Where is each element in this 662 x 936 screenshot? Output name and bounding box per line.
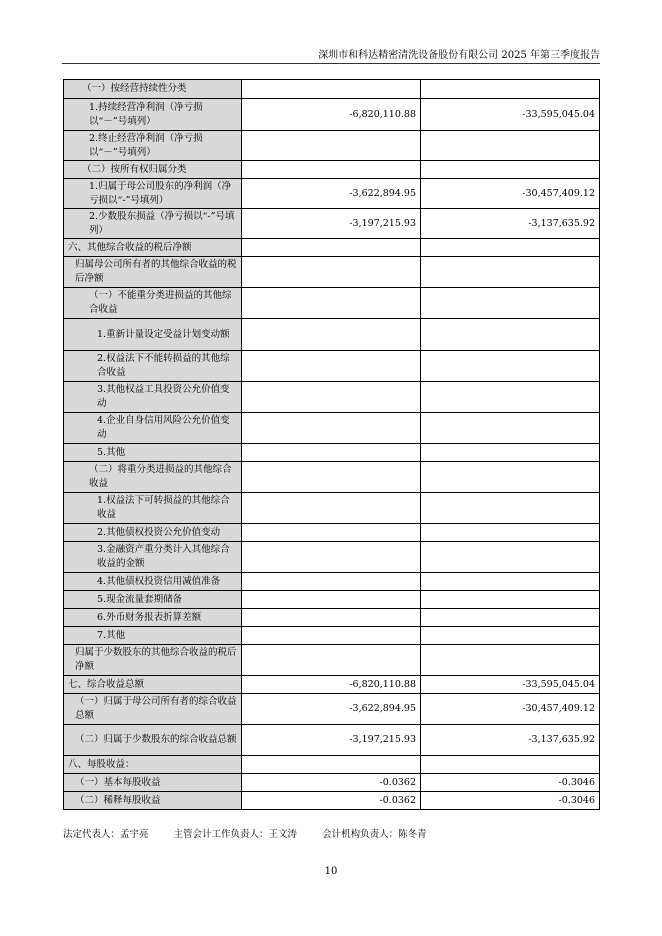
prior-period-value: -0.3046 bbox=[421, 792, 600, 810]
row-label: （二）按所有权归属分类 bbox=[64, 161, 242, 179]
row-label: 六、其他综合收益的税后净额 bbox=[64, 239, 242, 257]
current-period-value bbox=[242, 382, 421, 413]
current-period-value: -3,622,894.95 bbox=[242, 694, 421, 725]
table-row bbox=[64, 239, 600, 257]
row-label: （一）不能重分类进损益的其他综合收益 bbox=[64, 288, 242, 319]
table-row bbox=[64, 99, 600, 131]
table-row bbox=[64, 288, 600, 319]
row-label: 4.其他债权投资信用减值准备 bbox=[64, 573, 242, 591]
prior-period-value bbox=[421, 239, 600, 257]
current-period-value bbox=[242, 645, 421, 676]
row-label: 2.权益法下不能转损益的其他综合收益 bbox=[64, 351, 242, 382]
current-period-value bbox=[242, 462, 421, 493]
row-label: 归属于少数股东的其他综合收益的税后净额 bbox=[64, 645, 242, 676]
current-period-value bbox=[242, 161, 421, 179]
row-label: 1.归属于母公司股东的净利润（净亏损以“-”号填列） bbox=[64, 179, 242, 209]
current-period-value bbox=[242, 288, 421, 319]
row-label: 4.企业自身信用风险公允价值变动 bbox=[64, 413, 242, 444]
table-row bbox=[64, 774, 600, 792]
current-period-value bbox=[242, 573, 421, 591]
table-row bbox=[64, 382, 600, 413]
current-period-value: -3,197,215.93 bbox=[242, 725, 421, 756]
prior-period-value bbox=[421, 756, 600, 774]
prior-period-value bbox=[421, 319, 600, 351]
current-period-value bbox=[242, 609, 421, 627]
table-row bbox=[64, 573, 600, 591]
current-period-value bbox=[242, 80, 421, 99]
table-row bbox=[64, 609, 600, 627]
current-period-value bbox=[242, 444, 421, 462]
row-label: 7.其他 bbox=[64, 627, 242, 645]
table-row bbox=[64, 493, 600, 524]
current-period-value: -6,820,110.88 bbox=[242, 676, 421, 694]
current-period-value bbox=[242, 239, 421, 257]
current-period-value: -0.0362 bbox=[242, 792, 421, 810]
income-statement-table bbox=[63, 79, 600, 810]
header-divider bbox=[62, 63, 600, 64]
current-period-value bbox=[242, 493, 421, 524]
table-row bbox=[64, 257, 600, 288]
table-row bbox=[64, 542, 600, 573]
current-period-value bbox=[242, 627, 421, 645]
accounting-head: 主管会计工作负责人：王文涛 bbox=[173, 829, 298, 840]
table-row bbox=[64, 209, 600, 239]
table-row bbox=[64, 645, 600, 676]
prior-period-value bbox=[421, 351, 600, 382]
current-period-value bbox=[242, 257, 421, 288]
row-label: 1.持续经营净利润（净亏损以“－”号填列） bbox=[64, 99, 242, 131]
row-label: （一）按经营持续性分类 bbox=[64, 80, 242, 99]
row-label: 2.终止经营净利润（净亏损以“－”号填列） bbox=[64, 131, 242, 161]
prior-period-value bbox=[421, 609, 600, 627]
current-period-value bbox=[242, 131, 421, 161]
current-period-value: -3,622,894.95 bbox=[242, 179, 421, 209]
current-period-value bbox=[242, 524, 421, 542]
row-label: 3.金融资产重分类计入其他综合收益的金额 bbox=[64, 542, 242, 573]
prior-period-value: -0.3046 bbox=[421, 774, 600, 792]
legal-representative: 法定代表人：孟宇亮 bbox=[63, 829, 149, 840]
table-row bbox=[64, 524, 600, 542]
prior-period-value bbox=[421, 493, 600, 524]
prior-period-value bbox=[421, 462, 600, 493]
row-label: 八、每股收益： bbox=[64, 756, 242, 774]
row-label: （二）将重分类进损益的其他综合收益 bbox=[64, 462, 242, 493]
prior-period-value bbox=[421, 257, 600, 288]
income-statement-body bbox=[64, 80, 600, 810]
table-row bbox=[64, 676, 600, 694]
current-period-value bbox=[242, 591, 421, 609]
prior-period-value: -3,137,635.92 bbox=[421, 209, 600, 239]
row-label: 归属母公司所有者的其他综合收益的税后净额 bbox=[64, 257, 242, 288]
prior-period-value bbox=[421, 413, 600, 444]
current-period-value: -0.0362 bbox=[242, 774, 421, 792]
table-row bbox=[64, 80, 600, 99]
prior-period-value bbox=[421, 645, 600, 676]
row-label: （一）归属于母公司所有者的综合收益总额 bbox=[64, 694, 242, 725]
table-row bbox=[64, 591, 600, 609]
prior-period-value: -3,137,635.92 bbox=[421, 725, 600, 756]
accounting-dept-head: 会计机构负责人：陈冬青 bbox=[322, 829, 427, 840]
prior-period-value bbox=[421, 131, 600, 161]
prior-period-value bbox=[421, 542, 600, 573]
table-row bbox=[64, 413, 600, 444]
table-row bbox=[64, 756, 600, 774]
table-row bbox=[64, 351, 600, 382]
table-row bbox=[64, 462, 600, 493]
prior-period-value bbox=[421, 444, 600, 462]
row-label: 1.重新计量设定受益计划变动额 bbox=[64, 319, 242, 351]
current-period-value bbox=[242, 413, 421, 444]
prior-period-value: -33,595,045.04 bbox=[421, 99, 600, 131]
row-label: 1.权益法下可转损益的其他综合收益 bbox=[64, 493, 242, 524]
prior-period-value: -30,457,409.12 bbox=[421, 694, 600, 725]
prior-period-value: -33,595,045.04 bbox=[421, 676, 600, 694]
table-row bbox=[64, 627, 600, 645]
table-row bbox=[64, 725, 600, 756]
current-period-value bbox=[242, 756, 421, 774]
row-label: （一）基本每股收益 bbox=[64, 774, 242, 792]
prior-period-value bbox=[421, 161, 600, 179]
prior-period-value bbox=[421, 288, 600, 319]
table-row bbox=[64, 792, 600, 810]
row-label: （二）稀释每股收益 bbox=[64, 792, 242, 810]
table-row bbox=[64, 131, 600, 161]
row-label: 3.其他权益工具投资公允价值变动 bbox=[64, 382, 242, 413]
prior-period-value bbox=[421, 382, 600, 413]
row-label: 2.其他债权投资公允价值变动 bbox=[64, 524, 242, 542]
table-row bbox=[64, 161, 600, 179]
prior-period-value bbox=[421, 573, 600, 591]
current-period-value: -3,197,215.93 bbox=[242, 209, 421, 239]
row-label: （二）归属于少数股东的综合收益总额 bbox=[64, 725, 242, 756]
prior-period-value bbox=[421, 627, 600, 645]
signature-line bbox=[63, 826, 449, 840]
page-number: 10 bbox=[324, 866, 338, 877]
prior-period-value: -30,457,409.12 bbox=[421, 179, 600, 209]
table-row bbox=[64, 179, 600, 209]
table-row bbox=[64, 444, 600, 462]
row-label: 5.其他 bbox=[64, 444, 242, 462]
prior-period-value bbox=[421, 524, 600, 542]
row-label: 6.外币财务报表折算差额 bbox=[64, 609, 242, 627]
current-period-value bbox=[242, 351, 421, 382]
current-period-value bbox=[242, 319, 421, 351]
prior-period-value bbox=[421, 80, 600, 99]
row-label: 七、综合收益总额 bbox=[64, 676, 242, 694]
report-header-title: 深圳市和科达精密清洗设备股份有限公司 2025 年第三季度报告 bbox=[318, 50, 600, 61]
current-period-value: -6,820,110.88 bbox=[242, 99, 421, 131]
row-label: 2.少数股东损益（净亏损以“-”号填列） bbox=[64, 209, 242, 239]
table-row bbox=[64, 694, 600, 725]
table-row bbox=[64, 319, 600, 351]
current-period-value bbox=[242, 542, 421, 573]
prior-period-value bbox=[421, 591, 600, 609]
row-label: 5.现金流量套期储备 bbox=[64, 591, 242, 609]
